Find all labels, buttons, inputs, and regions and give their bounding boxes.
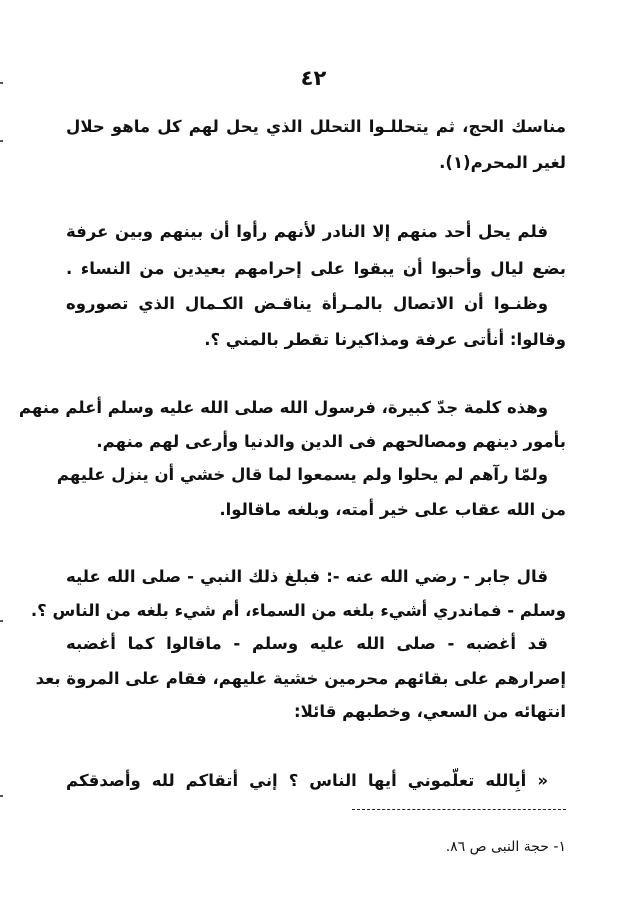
- text-line: وهذه كلمة جدّ كبيرة، فرسول الله صلى الله عليه وسلم أعلم منهم: [18, 398, 548, 417]
- text-line: قد أغضبه - صلى الله عليه وسلم - ماقالوا كما أغضبه: [66, 634, 548, 653]
- scan-edge-mark: [0, 620, 3, 622]
- scan-edge-mark: [0, 140, 3, 142]
- scan-edge-mark: [0, 82, 3, 84]
- text-line: لغير المحرم(١).: [439, 153, 566, 172]
- text-line: قال جابر - رضي الله عنه -: فبلغ ذلك النبي - صلى الله عليه: [66, 567, 548, 586]
- scan-edge-mark: [0, 795, 3, 797]
- text-line: انتهائه من السعي، وخطبهم قائلا:: [294, 702, 566, 721]
- text-line: من الله عقاب على خير أمته، وبلغه ماقالوا.: [219, 500, 566, 519]
- text-line: فلم يحل أحد منهم إلا النادر لأنهم رأوا أن بينهم وبين عرفة: [66, 222, 548, 241]
- text-line: ولمّا رآهم لم يحلوا ولم يسمعوا لما قال خشي أن ينزل عليهم: [56, 465, 548, 484]
- text-line: مناسك الحج، ثم يتحللـوا التحلل الذي يحل لهم كل ماهو حلال: [66, 117, 566, 136]
- text-line: وسلم - فماندري أشيء بلغه من السماء، أم شيء بلغه من الناس ؟.: [30, 601, 566, 620]
- page-number: ٤٢: [300, 66, 327, 90]
- text-line: إصرارهم على بقائهم محرمين خشية عليهم، فقام على المروة بعد: [35, 669, 566, 688]
- footnote-separator: [352, 809, 566, 810]
- text-line: « أبِالله تعلّموني أيها الناس ؟ إني أتقاكم لله وأصدقكم: [66, 771, 548, 790]
- text-line: وقالوا: أنأتى عرفة ومذاكيرنا تقطر بالمني ؟.: [204, 330, 566, 349]
- text-line: بضع ليال وأحبوا أن يبقوا على إحرامهم بعيدين من النساء .: [66, 259, 566, 278]
- text-line: وظنـوا أن الاتصال بالمـرأة يناقـض الكـمال الذي تصوروه: [66, 294, 548, 313]
- footnote: ١- حجة النبى ص ٨٦.: [445, 839, 566, 855]
- text-line: بأمور دينهم ومصالحهم فى الدين والدنيا وأرعى لهم منهم.: [96, 432, 566, 451]
